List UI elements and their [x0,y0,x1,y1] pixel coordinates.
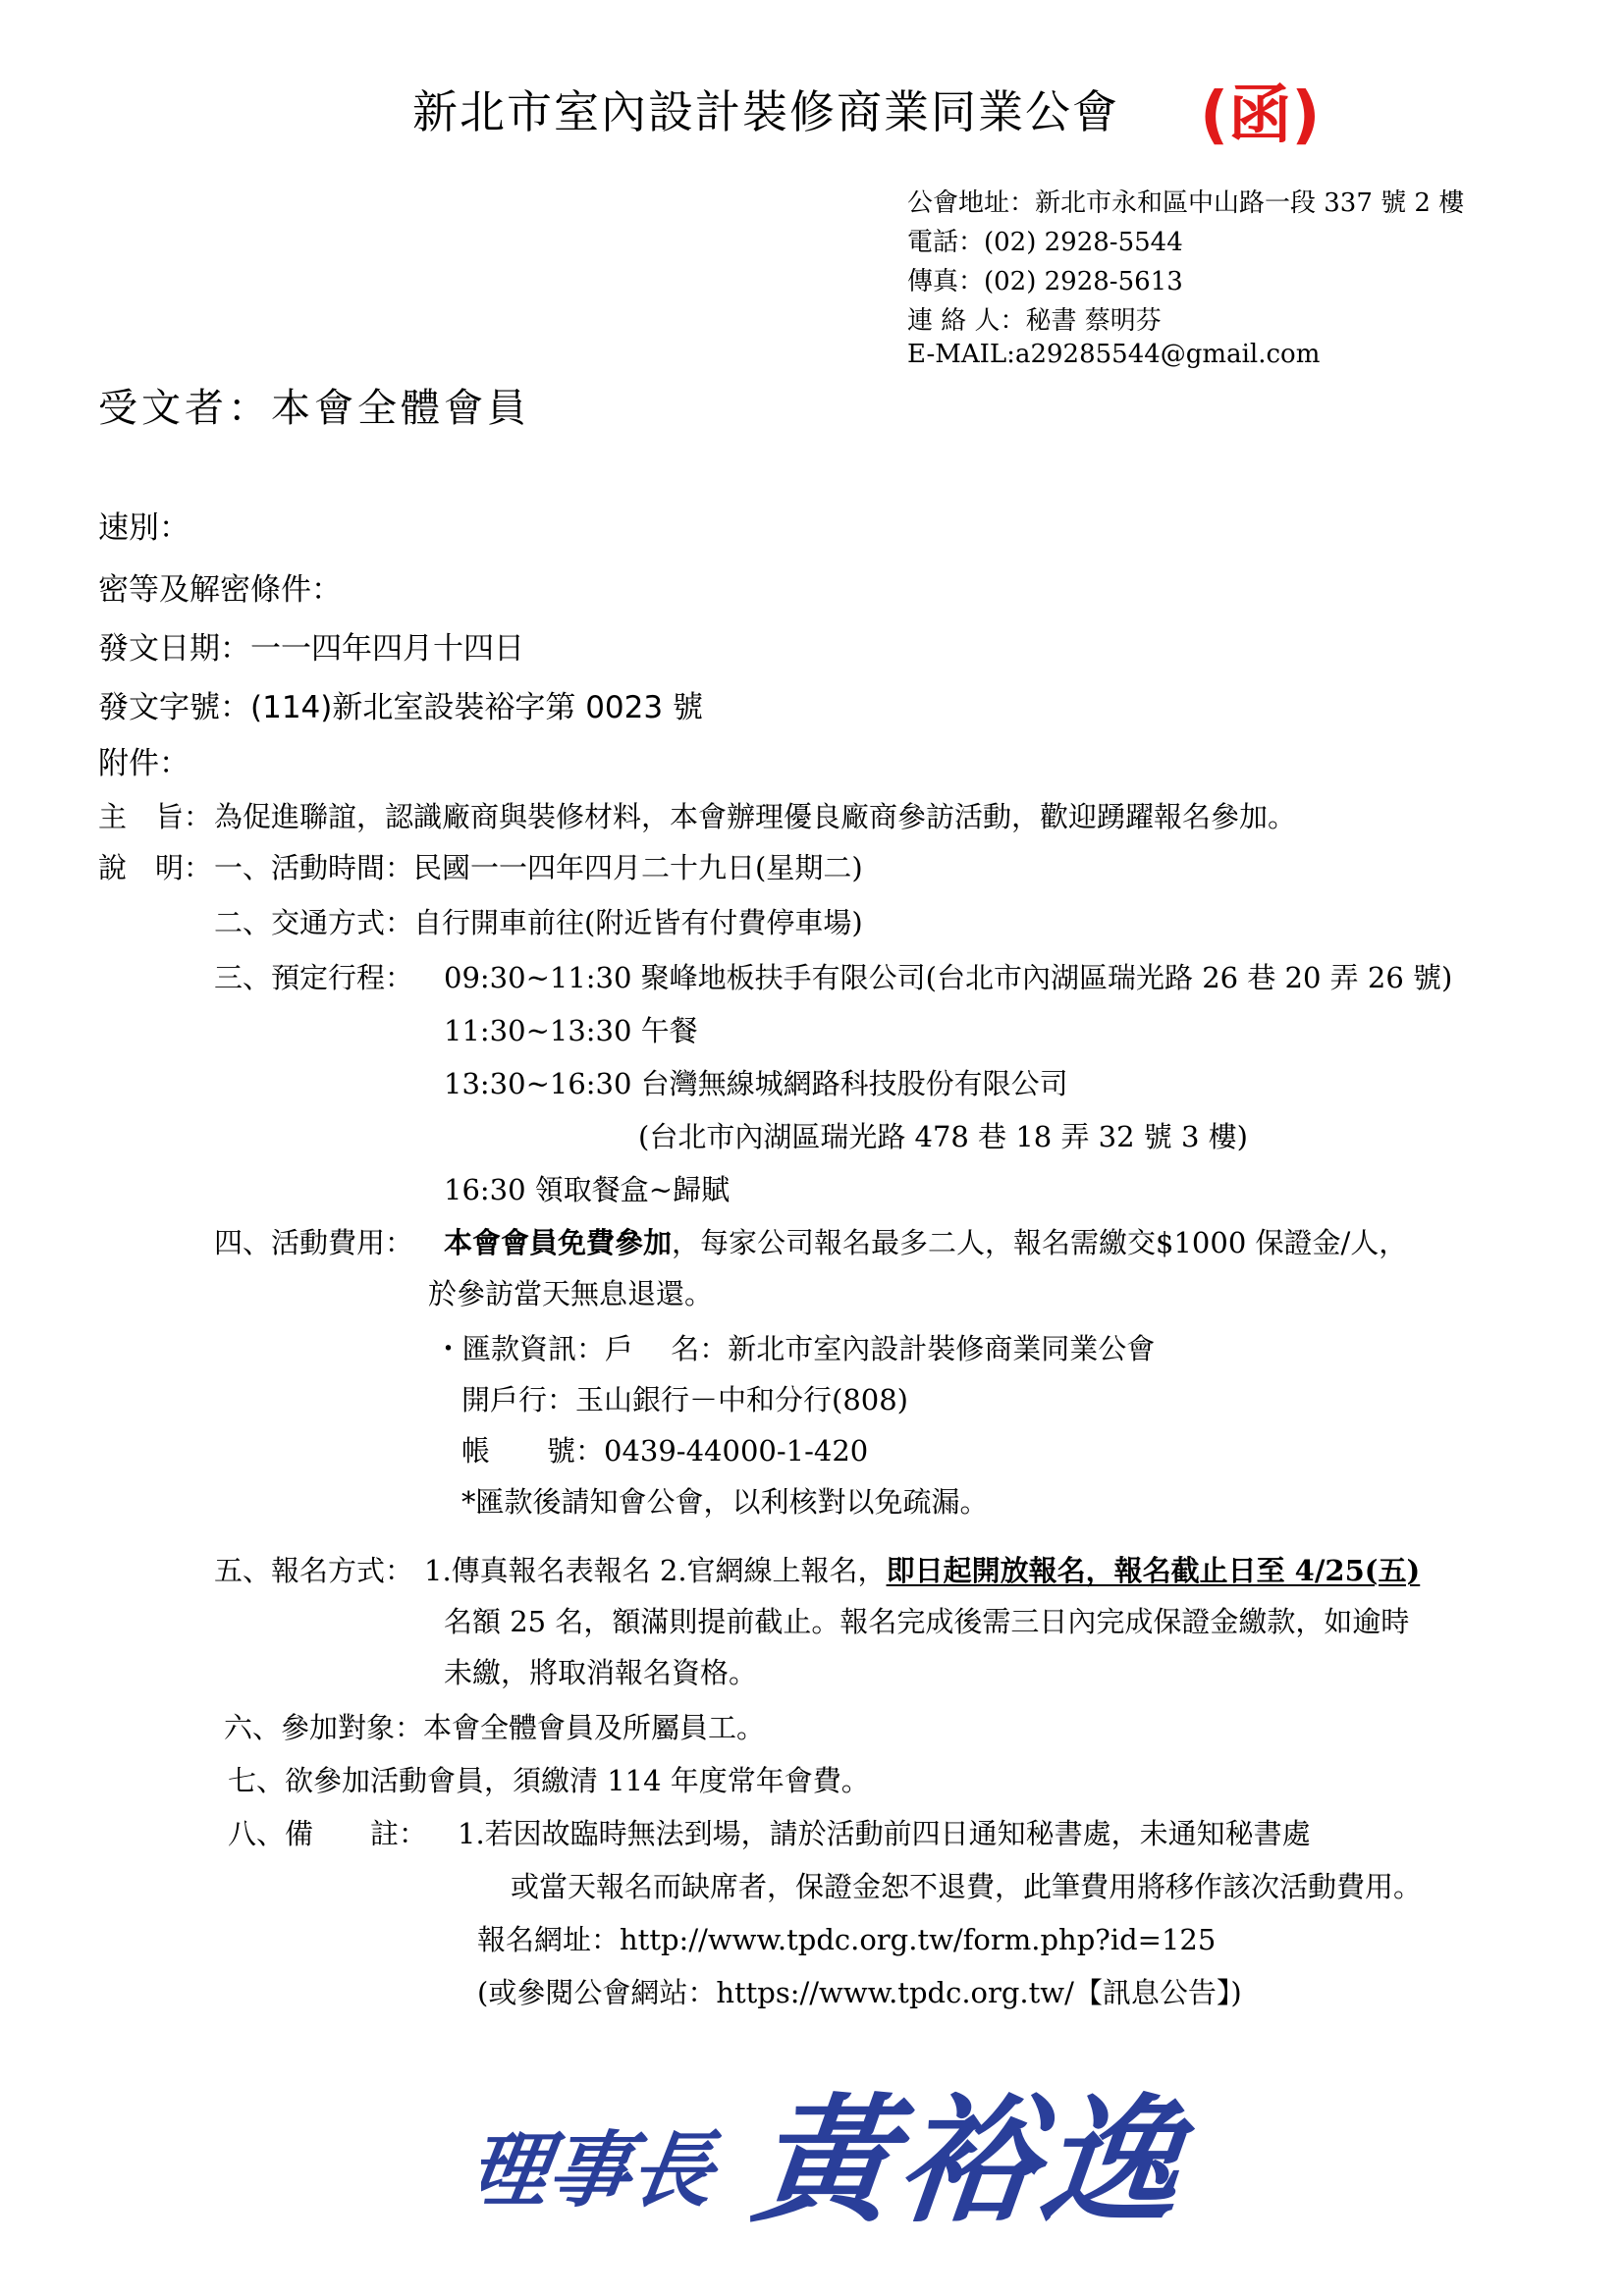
signup-url: 報名網址：http://www.tpdc.org.tw/form.php?id=125 [477,1923,1217,1956]
explanation-item-7: 七、欲參加活動會員，須繳清 114 年度常年會費。 [228,1764,870,1797]
signup-deadline: 即日起開放報名，報名截止日至 4/25(五) [886,1554,1421,1587]
recipient: 受文者：本會全體會員 [98,386,530,431]
schedule-item: (台北市內湖區瑞光路 478 巷 18 弄 32 號 3 樓) [638,1120,1248,1153]
explanation-item-8-label: 八、備 註： [228,1817,428,1850]
remit-note: *匯款後請知會公會，以利核對以免疏漏。 [461,1485,989,1519]
chairman-signature [481,2061,1227,2248]
document-title: 新北市室內設計裝修商業同業公會 [412,85,1119,138]
doc-number: 發文字號：(114)新北室設裝裕字第 0023 號 [98,690,703,725]
fee-line [444,1221,1407,1261]
svg-text:黃裕逸: 黃裕逸 [746,2080,1194,2242]
explanation-item-5-label: 五、報名方式： [214,1554,414,1587]
remark-line-2: 或當天報名而缺席者，保證金恕不退費，此筆費用將移作該次活動費用。 [511,1870,1423,1903]
explanation-label: 說 明： [98,851,213,884]
svg-text:理事長: 理事長 [481,2121,721,2218]
contact-email: E-MAIL:a29285544@gmail.com [907,340,1321,369]
schedule-item: 11:30~13:30 午餐 [444,1014,698,1047]
remark-line-1: 1.若因故臨時無法到場，請於活動前四日通知秘書處，未通知秘書處 [458,1817,1311,1850]
explanation-item-3-label: 三、預定行程： [214,961,414,994]
contact-address: 公會地址：新北市永和區中山路一段 337 號 2 樓 [907,188,1465,218]
explanation-item-1: 一、活動時間：民國一一四年四月二十九日(星期二) [214,851,863,884]
signup-method: 1.傳真報名表報名 2.官網線上報名， [424,1554,887,1587]
subject-label: 主 旨： [98,800,213,833]
schedule-item: 09:30~11:30 聚峰地板扶手有限公司(台北市內湖區瑞光路 26 巷 20 弄 26 號) [444,961,1453,994]
document-type-mark: (函) [1200,80,1321,152]
signup-cancel-note: 未繳，將取消報名資格。 [444,1656,758,1689]
contact-fax: 傳真：(02) 2928-5613 [907,267,1183,296]
signup-quota: 名額 25 名，額滿則提前截止。報名完成後需三日內完成保證金繳款，如逾時 [444,1605,1410,1638]
remit-account-name: ・匯款資訊：戶 名：新北市室內設計裝修商業同業公會 [434,1332,1156,1365]
association-website: (或參閱公會網站：https://www.tpdc.org.tw/【訊息公告】) [477,1976,1242,2009]
issue-date: 發文日期：一一四年四月十四日 [98,631,524,667]
speed-field: 速別： [98,510,189,546]
subject-text: 為促進聯誼，認識廠商與裝修材料，本會辦理優良廠商參訪活動，歡迎踴躍報名參加。 [214,800,1297,833]
contact-phone: 電話：(02) 2928-5544 [907,228,1183,257]
security-field: 密等及解密條件： [98,572,342,608]
remit-account-no: 帳 號：0439-44000-1-420 [461,1434,869,1468]
attachment-field: 附件： [98,746,189,781]
remit-bank: 開戶行：玉山銀行－中和分行(808) [461,1383,908,1416]
explanation-item-4-label: 四、活動費用： [214,1226,414,1259]
signature-graphic [481,2061,1227,2248]
fee-refund-note: 於參訪當天無息退還。 [428,1277,714,1310]
signup-method-line [424,1549,1420,1589]
explanation-item-2: 二、交通方式：自行開車前往(附近皆有付費停車場) [214,906,863,939]
explanation-item-6: 六、參加對象：本會全體會員及所屬員工。 [224,1711,766,1744]
fee-detail: ，每家公司報名最多二人，報名需繳交$1000 保證金/人， [672,1226,1408,1259]
contact-person: 連 絡 人：秘書 蔡明芬 [907,306,1162,336]
schedule-item: 16:30 領取餐盒~歸賦 [444,1173,731,1206]
fee-free-emphasis: 本會會員免費參加 [444,1226,673,1259]
schedule-item: 13:30~16:30 台灣無線城網路科技股份有限公司 [444,1067,1068,1100]
